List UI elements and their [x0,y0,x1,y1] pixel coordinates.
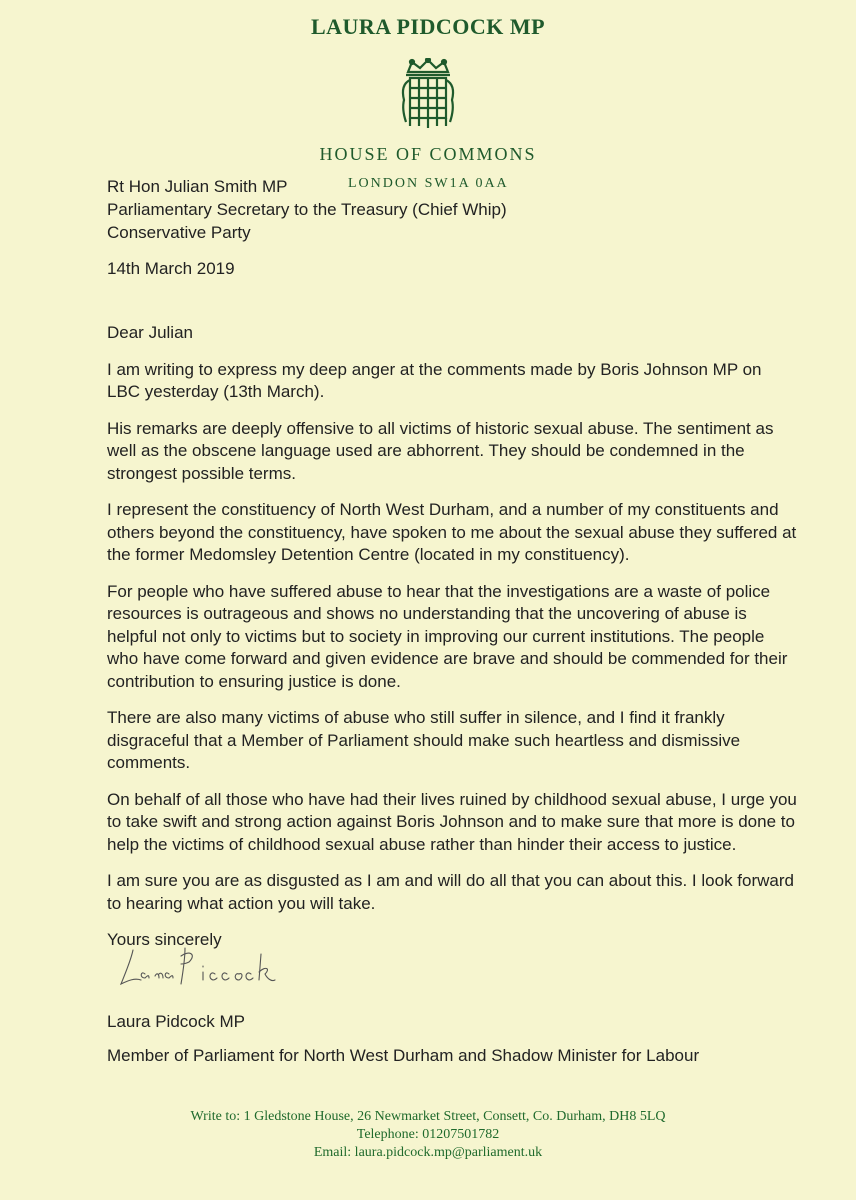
paragraph: I am sure you are as disgusted as I am and will do all that you can about this. I look forward to hearing what action you will take. [107,871,794,913]
salutation: Dear Julian [107,323,193,342]
recipient-name: Rt Hon Julian Smith MP [107,177,288,196]
letterhead-name: LAURA PIDCOCK MP [310,14,546,39]
footer-address: Write to: 1 Gledstone House, 26 Newmarket Street, Consett, Co. Durham, DH8 5LQ [190,1109,666,1124]
house-name: HOUSE OF COMMONS [319,144,537,164]
closing: Yours sincerely [107,930,222,949]
letterhead-address: LONDON SW1A 0AA [348,176,509,191]
signer-title: Member of Parliament for North West Durham and Shadow Minister for Labour [107,1046,700,1065]
letter-body [107,322,797,966]
paragraph: His remarks are deeply offensive to all victims of historic sexual abuse. The sentiment as well as the obscene language used are abhorrent. They should be condemned in the strongest possible terms. [107,418,774,483]
paragraph: On behalf of all those who have had their lives ruined by childhood sexual abuse, I urge you to take swift and strong action against Boris Johnson and to make sure that more is done to help the victims of childhood sexual abuse rather than hinder their access to justice. [107,789,797,854]
recipient-block [107,175,507,244]
paragraph: I am writing to express my deep anger at the comments made by Boris Johnson MP on LBC yesterday (13th March). [107,359,762,401]
footer-contact [0,1108,856,1162]
footer-email: Email: laura.pidcock.mp@parliament.uk [313,1145,543,1160]
footer-telephone: Telephone: 01207501782 [356,1127,500,1142]
paragraph: For people who have suffered abuse to hear that the investigations are a waste of police resources is outrageous and shows no understanding that the uncovering of abuse is helpful not only to victims but to society in improving our current institutions. The people who have come forward and given evidence are brave and should be commended for their contribution to ensuring justice is done. [107,581,788,691]
paragraph: I represent the constituency of North West Durham, and a number of my constituents and others beyond the constituency, have spoken to me about the sexual abuse they suffered at the former Medomsley Detention Centre (located in my constituency). [107,500,797,564]
recipient-party: Conservative Party [107,223,251,242]
portcullis-icon [398,58,458,136]
paragraph: There are also many victims of abuse who still suffer in silence, and I find it frankly disgraceful that a Member of Parliament should make such heartless and dismissive comments. [107,708,741,772]
handwritten-signature [115,940,315,1000]
recipient-role: Parliamentary Secretary to the Treasury (Chief Whip) [107,200,507,219]
signer-name: Laura Pidcock MP [107,1012,245,1031]
letter-date: 14th March 2019 [107,259,235,278]
